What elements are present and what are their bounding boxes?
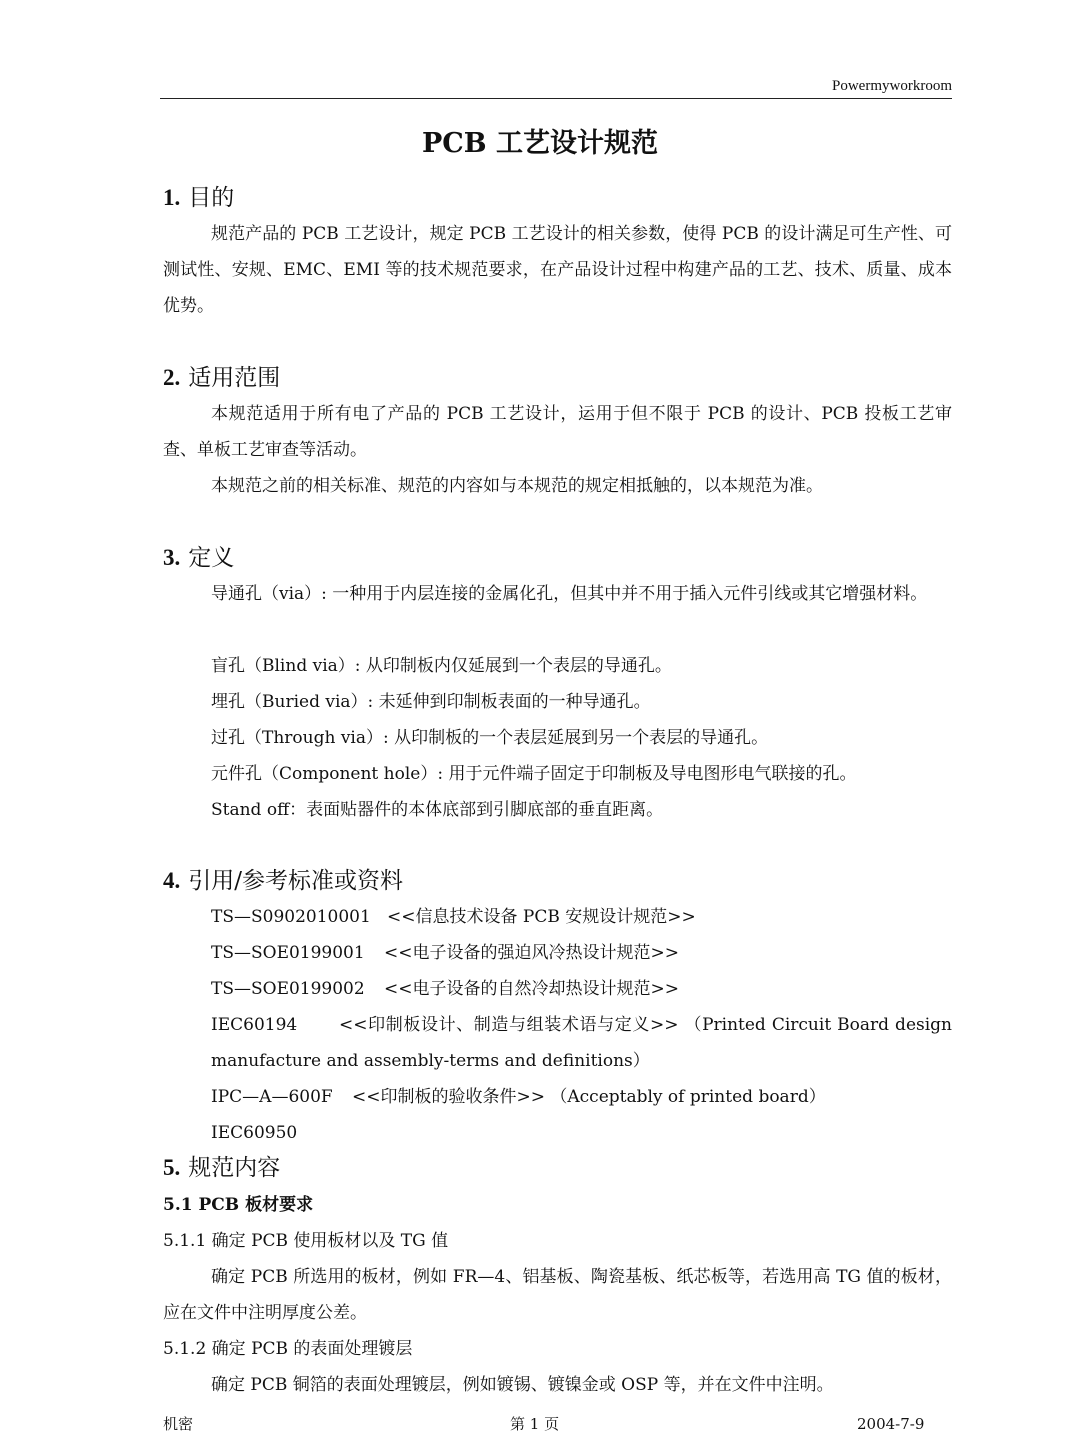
section-1-heading: [163, 181, 234, 215]
subsection-5-1-2-paragraph: 确定 PCB 铜箔的表面处理镀层，例如镀锡、镀镍金或 OSP 等，并在文件中注明。: [211, 1375, 834, 1395]
section-3-heading: [163, 541, 234, 575]
section-2-paragraph-1: 本规范适用于所有电了产品的 PCB 工艺设计，运用于但不限于 PCB 的设计、PCB 投板工艺审查、单板工艺审查等活动。: [163, 404, 952, 460]
reference-code: TS—SOE0199002: [211, 979, 365, 999]
section-4-title: 引用/参考标准或资料: [188, 868, 403, 894]
header-text: Powermyworkroom: [832, 78, 952, 94]
page-header: [160, 76, 952, 99]
footer-page-number: 第 1 页: [510, 1415, 560, 1433]
reference-4: [163, 1007, 952, 1079]
subsection-5-1: 5.1 PCB 板材要求: [163, 1195, 314, 1215]
footer-confidential: 机密: [163, 1415, 194, 1433]
reference-code: TS—S0902010001: [211, 907, 371, 927]
reference-6: [211, 1115, 297, 1151]
section-2-number: 2.: [163, 365, 181, 390]
reference-code: IEC60950: [211, 1123, 298, 1143]
section-1-title: 目的: [188, 185, 235, 211]
reference-title: <<印制板的验收条件>> （Acceptably of printed board）: [352, 1087, 826, 1107]
reference-title: <<信息技术设备 PCB 安规设计规范>>: [387, 907, 696, 927]
reference-3: [211, 971, 679, 1007]
section-3-title: 定义: [188, 545, 235, 571]
reference-title: <<电子设备的强迫风冷热设计规范>>: [384, 943, 679, 963]
section-4-heading: [163, 864, 403, 898]
definition-buried-via: 埋孔（Buried via）: 未延伸到印制板表面的一种导通孔。: [211, 692, 651, 712]
subsection-5-1-2: 5.1.2 确定 PCB 的表面处理镀层: [163, 1339, 413, 1359]
reference-code: TS—SOE0199001: [211, 943, 365, 963]
section-5-title: 规范内容: [188, 1155, 281, 1181]
definition-through-via: 过孔（Through via）: 从印制板的一个表层延展到另一个表层的导通孔。: [211, 728, 769, 748]
section-1-paragraph: 规范产品的 PCB 工艺设计，规定 PCB 工艺设计的相关参数，使得 PCB 的设计满足可生产性、可测试性、安规、EMC、EMI 等的技术规范要求，在产品设计过程中构建产品的工艺、技术、质量、成本优势。: [163, 224, 952, 316]
section-1-number: 1.: [163, 185, 181, 210]
section-3-number: 3.: [163, 545, 181, 570]
reference-title: <<印制板设计、制造与组装术语与定义>> （Printed Circuit Board design manufacture and assembly-terms and definitions）: [211, 1015, 952, 1071]
subsection-5-1-1: 5.1.1 确定 PCB 使用板材以及 TG 值: [163, 1231, 449, 1251]
definition-via: 导通孔（via）: 一种用于内层连接的金属化孔，但其中并不用于插入元件引线或其它增强材料。: [211, 584, 928, 604]
section-2-title: 适用范围: [188, 365, 281, 391]
reference-2: [211, 935, 679, 971]
definition-blind-via: 盲孔（Blind via）: 从印制板内仅延展到一个表层的导通孔。: [211, 656, 672, 676]
definition-stand-off: Stand off：表面贴器件的本体底部到引脚底部的垂直距离。: [211, 800, 664, 820]
section-2-heading: [163, 361, 280, 395]
section-5-number: 5.: [163, 1155, 181, 1180]
document-title: PCB 工艺设计规范: [421, 128, 658, 159]
footer-date: 2004-7-9: [857, 1415, 925, 1433]
reference-1: [211, 899, 696, 935]
reference-title: <<电子设备的自然冷却热设计规范>>: [384, 979, 679, 999]
section-2-paragraph-2: 本规范之前的相关标准、规范的内容如与本规范的规定相抵触的，以本规范为准。: [211, 476, 823, 496]
section-4-number: 4.: [163, 868, 181, 893]
reference-code: IPC—A—600F: [211, 1087, 333, 1107]
section-5-heading: [163, 1151, 280, 1185]
reference-code: IEC60194: [211, 1015, 298, 1035]
reference-5: [211, 1079, 826, 1115]
subsection-5-1-1-paragraph: 确定 PCB 所选用的板材，例如 FR—4、铝基板、陶瓷基板、纸芯板等，若选用高 TG 值的板材，应在文件中注明厚度公差。: [163, 1267, 952, 1323]
definition-component-hole: 元件孔（Component hole）: 用于元件端子固定于印制板及导电图形电气联接的孔。: [211, 764, 857, 784]
